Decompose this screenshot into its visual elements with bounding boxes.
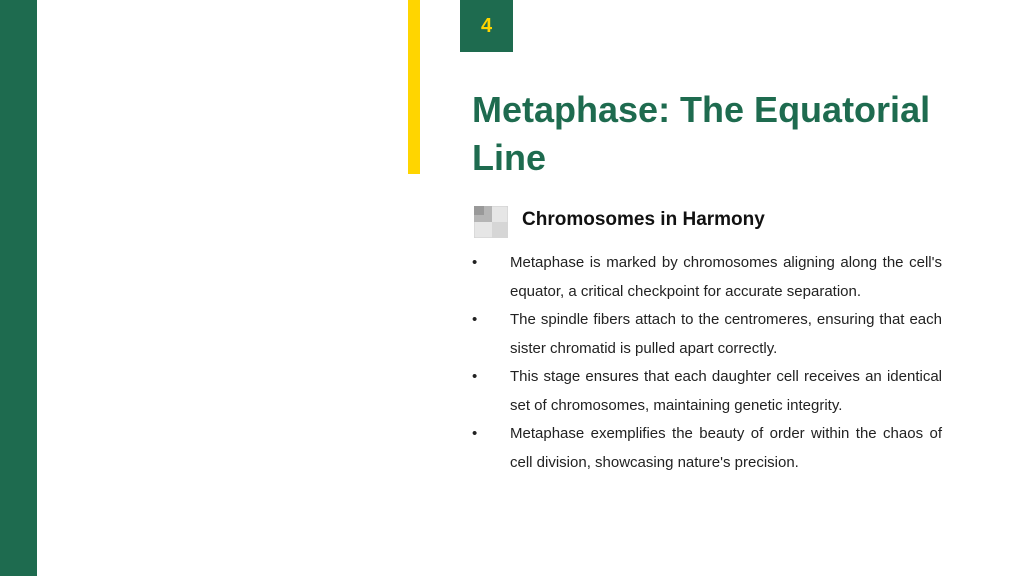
placeholder-image-icon bbox=[474, 206, 508, 238]
bullet-marker: • bbox=[472, 425, 478, 442]
slide-title: Metaphase: The Equatorial Line bbox=[472, 89, 931, 178]
list-item bbox=[472, 363, 942, 420]
bullet-marker: • bbox=[472, 254, 478, 271]
list-item bbox=[472, 306, 942, 363]
yellow-accent-bar bbox=[408, 0, 420, 174]
list-item bbox=[472, 249, 942, 306]
bullet-list bbox=[472, 249, 942, 477]
page-number-badge bbox=[460, 0, 513, 52]
bullet-marker: • bbox=[472, 311, 478, 328]
list-item bbox=[472, 420, 942, 477]
bullet-marker: • bbox=[472, 368, 478, 385]
bullet-text: The spindle fibers attach to the centromeres, ensuring that each sister chromatid is pulled apart correctly. bbox=[510, 311, 942, 357]
bullet-text: This stage ensures that each daughter cell receives an identical set of chromosomes, maintaining genetic integrity. bbox=[510, 368, 942, 414]
section-heading: Chromosomes in Harmony bbox=[522, 209, 765, 230]
bullet-text: Metaphase exemplifies the beauty of order within the chaos of cell division, showcasing nature's precision. bbox=[510, 425, 942, 471]
page-number: 4 bbox=[480, 14, 493, 37]
bullet-text: Metaphase is marked by chromosomes aligning along the cell's equator, a critical checkpoint for accurate separation. bbox=[510, 254, 942, 300]
left-green-bar bbox=[0, 0, 37, 576]
